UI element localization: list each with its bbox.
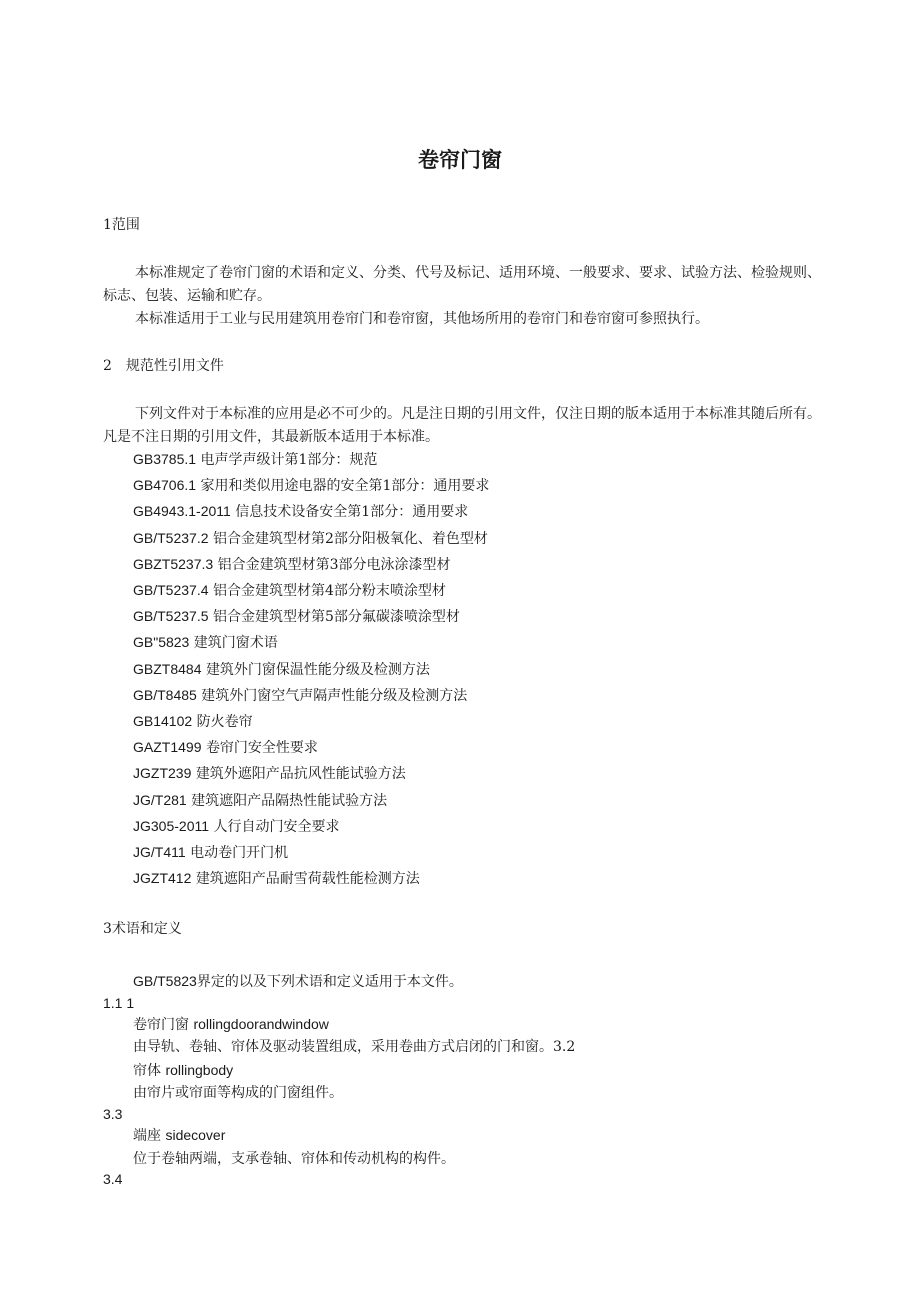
section-1-paragraph-2: 本标准适用于工业与民用建筑用卷帘门和卷帘窗，其他场所用的卷帘门和卷帘窗可参照执行。 bbox=[135, 311, 709, 327]
reference-title: 防火卷帘 bbox=[196, 714, 253, 730]
reference-item bbox=[133, 686, 467, 705]
term-3 bbox=[133, 1126, 225, 1145]
section-1-heading: 1范围 bbox=[103, 217, 140, 233]
term-1-definition: 由导轨、卷轴、帘体及驱动装置组成，采用卷曲方式启闭的门和窗。3.2 bbox=[133, 1039, 576, 1055]
reference-title: 建筑遮阳产品耐雪荷载性能检测方法 bbox=[195, 871, 420, 887]
reference-item bbox=[133, 607, 460, 626]
term-number-3: 3.3 bbox=[103, 1106, 123, 1122]
reference-title: 铝合金建筑型材第4部分粉末喷涂型材 bbox=[212, 583, 446, 599]
term-number-1: 1.1 1 bbox=[103, 995, 135, 1011]
reference-code: GB/T5237.5 bbox=[133, 608, 209, 624]
section-3-heading: 3术语和定义 bbox=[103, 921, 182, 937]
section-3-intro-code: GB/T5823 bbox=[133, 973, 197, 989]
reference-title: 卷帘门安全性要求 bbox=[205, 740, 318, 756]
reference-title: 人行自动门安全要求 bbox=[213, 819, 340, 835]
reference-item bbox=[133, 869, 420, 888]
reference-code: JG/T411 bbox=[133, 844, 186, 860]
term-1-zh: 卷帘门窗 bbox=[133, 1017, 189, 1033]
reference-title: 铝合金建筑型材第3部分电泳涂漆型材 bbox=[217, 557, 451, 573]
term-1-en: rollingdoorandwindow bbox=[193, 1016, 329, 1032]
reference-item bbox=[133, 555, 451, 574]
reference-item bbox=[133, 450, 377, 469]
reference-title: 建筑门窗术语 bbox=[193, 635, 278, 651]
reference-title: 电动卷门开门机 bbox=[190, 845, 289, 861]
reference-item bbox=[133, 581, 446, 600]
term-1 bbox=[133, 1015, 329, 1034]
reference-code: GB3785.1 bbox=[133, 451, 197, 467]
term-2-en: rollingbody bbox=[165, 1062, 234, 1078]
reference-item bbox=[133, 529, 488, 548]
section-3-intro bbox=[133, 972, 463, 991]
term-number-4: 3.4 bbox=[103, 1171, 123, 1187]
reference-code: JGZT239 bbox=[133, 765, 192, 781]
reference-code: JG/T281 bbox=[133, 792, 187, 808]
reference-title: 建筑外门窗保温性能分级及检测方法 bbox=[205, 662, 430, 678]
reference-code: GAZT1499 bbox=[133, 739, 202, 755]
reference-code: GB/T5237.2 bbox=[133, 530, 209, 546]
term-2 bbox=[133, 1061, 233, 1080]
reference-code: GBZT8484 bbox=[133, 661, 202, 677]
reference-item bbox=[133, 633, 278, 652]
reference-item bbox=[133, 712, 253, 731]
reference-title: 家用和类似用途电器的安全第1部分：通用要求 bbox=[200, 478, 490, 494]
reference-title: 信息技术设备安全第1部分：通用要求 bbox=[235, 504, 469, 520]
section-1-paragraph-1: 本标准规定了卷帘门窗的术语和定义、分类、代号及标记、适用环境、一般要求、要求、试验方法、检验规则、标志、包装、运输和贮存。 bbox=[103, 265, 821, 304]
reference-title: 电声学声级计第1部分：规范 bbox=[200, 452, 378, 468]
reference-item bbox=[133, 660, 430, 679]
reference-code: GB/T5237.4 bbox=[133, 582, 209, 598]
reference-title: 铝合金建筑型材第5部分氟碳漆喷涂型材 bbox=[212, 609, 460, 625]
reference-item bbox=[133, 843, 288, 862]
reference-code: GB14102 bbox=[133, 713, 193, 729]
reference-code: GBZT5237.3 bbox=[133, 556, 214, 572]
term-3-zh: 端座 bbox=[133, 1128, 161, 1144]
reference-title: 铝合金建筑型材第2部分阳极氧化、着色型材 bbox=[212, 531, 488, 547]
reference-title: 建筑遮阳产品隔热性能试验方法 bbox=[191, 793, 388, 809]
reference-item bbox=[133, 502, 468, 521]
reference-item bbox=[133, 738, 318, 757]
reference-title: 建筑外门窗空气声隔声性能分级及检测方法 bbox=[201, 688, 468, 704]
term-2-zh: 帘体 bbox=[133, 1063, 161, 1079]
reference-code: GB"5823 bbox=[133, 634, 190, 650]
reference-item bbox=[133, 817, 339, 836]
reference-item bbox=[133, 764, 406, 783]
section-3-intro-text: 界定的以及下列术语和定义适用于本文件。 bbox=[196, 974, 463, 990]
section-2-heading: 2 规范性引用文件 bbox=[103, 358, 224, 374]
reference-item bbox=[133, 476, 489, 495]
reference-code: GB/T8485 bbox=[133, 687, 197, 703]
reference-title: 建筑外遮阳产品抗风性能试验方法 bbox=[195, 766, 406, 782]
reference-code: GB4706.1 bbox=[133, 477, 197, 493]
section-2-intro: 下列文件对于本标准的应用是必不可少的。凡是注日期的引用文件，仅注日期的版本适用于本标准其随后所有。凡是不注日期的引用文件，其最新版本适用于本标准。 bbox=[103, 406, 821, 445]
term-3-definition: 位于卷轴两端，支承卷轴、帘体和传动机构的构件。 bbox=[133, 1151, 455, 1167]
reference-item bbox=[133, 791, 387, 810]
term-2-definition: 由帘片或帘面等构成的门窗组件。 bbox=[133, 1085, 343, 1101]
term-3-en: sidecover bbox=[165, 1127, 226, 1143]
reference-code: JGZT412 bbox=[133, 870, 192, 886]
reference-code: JG305-2011 bbox=[133, 818, 210, 834]
document-title: 卷帘门窗 bbox=[418, 148, 502, 172]
reference-code: GB4943.1-2011 bbox=[133, 503, 231, 519]
